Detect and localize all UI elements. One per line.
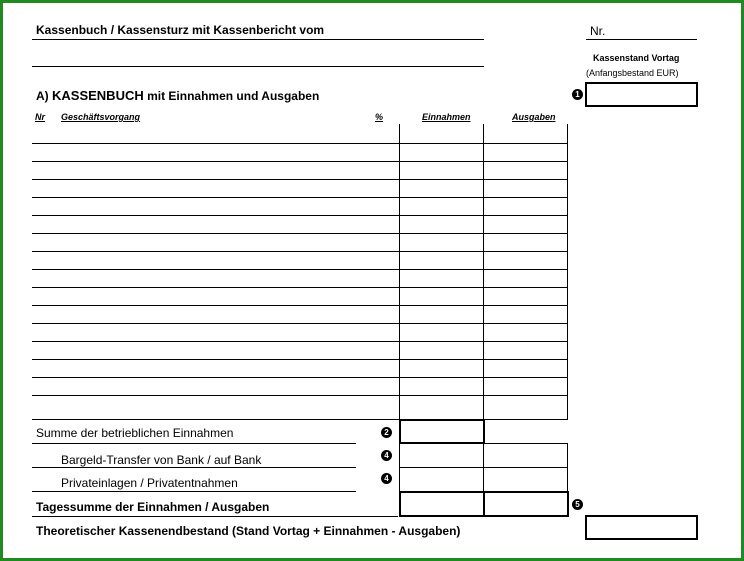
tagessumme-line bbox=[32, 516, 398, 517]
bargeld-ausgaben-input[interactable] bbox=[483, 443, 568, 468]
bargeld-transfer-label: Bargeld-Transfer von Bank / auf Bank bbox=[61, 453, 262, 467]
summe-einnahmen-line bbox=[32, 443, 356, 444]
marker-5-icon: 5 bbox=[572, 499, 583, 510]
ledger-row[interactable] bbox=[32, 287, 567, 288]
ledger-row[interactable] bbox=[32, 395, 567, 396]
privat-label: Privateinlagen / Privatentnahmen bbox=[61, 476, 238, 490]
vortrag-label: Kassenstand Vortag bbox=[593, 53, 680, 63]
tagessumme-label: Tagessumme der Einnahmen / Ausgaben bbox=[36, 500, 270, 514]
col-header-ausgaben: Ausgaben bbox=[512, 112, 556, 122]
summe-einnahmen-input[interactable] bbox=[399, 419, 485, 444]
ledger-row[interactable] bbox=[32, 215, 567, 216]
nr-label: Nr. bbox=[590, 24, 606, 38]
tagessumme-ausgaben-input[interactable] bbox=[483, 491, 569, 517]
col-header-vorgang: Geschäftsvorgang bbox=[61, 112, 141, 122]
kassenendbestand-input[interactable] bbox=[585, 515, 698, 540]
section-a-title-rest: mit Einnahmen und Ausgaben bbox=[143, 89, 320, 103]
marker-4b-icon: 4 bbox=[381, 473, 392, 484]
ledger-row[interactable] bbox=[32, 197, 567, 198]
col-header-einnahmen: Einnahmen bbox=[422, 112, 471, 122]
marker-1-icon: 1 bbox=[572, 89, 583, 100]
ledger-row[interactable] bbox=[32, 251, 567, 252]
ledger-row[interactable] bbox=[32, 305, 567, 306]
vortrag-input[interactable] bbox=[585, 82, 698, 107]
section-a-prefix: A) bbox=[36, 89, 52, 103]
marker-2-icon: 2 bbox=[381, 427, 392, 438]
ledger-row[interactable] bbox=[32, 269, 567, 270]
marker-4a-icon: 4 bbox=[381, 450, 392, 461]
grid-line-right bbox=[567, 124, 568, 420]
ledger-row[interactable] bbox=[32, 359, 567, 360]
section-a-title-bold: KASSENBUCH bbox=[52, 88, 144, 103]
nr-field-line[interactable] bbox=[586, 39, 697, 40]
form-title: Kassenbuch / Kassensturz mit Kassenbericht vom bbox=[36, 23, 325, 37]
ledger-row[interactable] bbox=[32, 233, 567, 234]
title-second-line bbox=[32, 66, 484, 67]
ledger-row[interactable] bbox=[32, 179, 567, 180]
title-underline bbox=[32, 39, 484, 40]
section-a-heading bbox=[36, 88, 319, 103]
theoretisch-label: Theoretischer Kassenendbestand (Stand Vortag + Einnahmen - Ausgaben) bbox=[36, 524, 461, 538]
ledger-row[interactable] bbox=[32, 161, 567, 162]
summe-einnahmen-label: Summe der betrieblichen Einnahmen bbox=[36, 426, 234, 440]
grid-line-einnahmen bbox=[399, 124, 400, 420]
col-header-nr: Nr bbox=[35, 112, 46, 122]
ledger-row[interactable] bbox=[32, 143, 567, 144]
bargeld-transfer-line bbox=[32, 467, 356, 468]
ledger-row[interactable] bbox=[32, 323, 567, 324]
bargeld-einnahmen-input[interactable] bbox=[399, 443, 484, 468]
ledger-row[interactable] bbox=[32, 377, 567, 378]
ledger-row[interactable] bbox=[32, 419, 567, 420]
tagessumme-einnahmen-input[interactable] bbox=[399, 491, 485, 517]
vortrag-sublabel: (Anfangsbestand EUR) bbox=[586, 68, 679, 78]
ledger-row[interactable] bbox=[32, 341, 567, 342]
col-header-percent: % bbox=[375, 112, 384, 122]
privat-einnahmen-input[interactable] bbox=[399, 467, 484, 492]
privat-line bbox=[32, 491, 356, 492]
privat-ausgaben-input[interactable] bbox=[483, 467, 568, 492]
grid-line-ausgaben bbox=[483, 124, 484, 420]
